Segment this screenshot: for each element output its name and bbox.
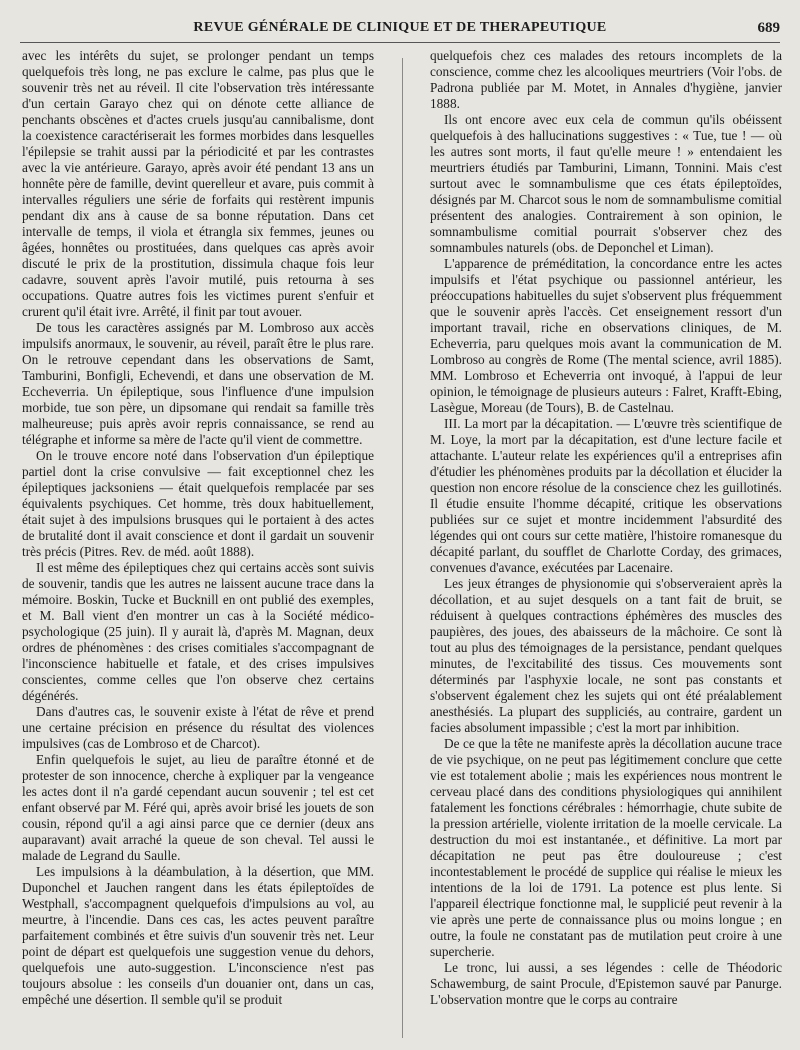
paragraph: Les jeux étranges de physionomie qui s'observeraient après la décollation, et au sujet desquels on a tant fait de bruit, se réduisent à quelques contractions éphémères des muscles des paupières, des joues, des abaisseurs de la mâchoire. Ce sont là tout au plus des témoignages de la persistance, pendant quelques minutes, de l'excitabilité des tissus. Ces mouvements sont déterminés par l'asphyxie locale, ne sont pas constants et s'observent également chez les sujets qui ont été préalablement anesthésiés. La plupart des suppliciés, au contraire, gardent un facies absolument impassible ; c'est la mort par inhibition. bbox=[430, 576, 782, 735]
running-title: REVUE GÉNÉRALE DE CLINIQUE ET DE THERAPEUTIQUE bbox=[193, 20, 607, 35]
paragraph: Il est même des épileptiques chez qui certains accès sont suivis de souvenir, tandis que les autres ne laissent aucune trace dans la mémoire. Boskin, Tucke et Bucknill en ont publié des exemples, et M. Ball vient d'en montrer un cas à la Société médico-psychologique (25 juin). Il y aurait là, d'après M. Magnan, deux ordres de phénomènes : des crises comitiales s'accompagnant de l'inconscience habituelle et fatale, et des crises impulsives conscientes, comme celles que l'on observe chez certains dégénérés. bbox=[22, 560, 374, 703]
paragraph: Le tronc, lui aussi, a ses légendes : celle de Théodoric Schawemburg, de saint Procule, d'Epistemon sauvé par Panurge. L'observation montre que le corps au contraire bbox=[430, 960, 782, 1007]
column-divider bbox=[402, 58, 403, 1038]
text-columns bbox=[22, 48, 782, 1038]
paragraph: III. La mort par la décapitation. — L'œuvre très scientifique de M. Loye, la mort par la décapitation, est d'une lecture facile et attachante. L'auteur relate les expériences qu'il a entreprises afin d'étudier les phénomènes produits par la décollation et élucider la question non encore résolue de la conscience chez les guillotinés. Il étudie ensuite l'homme décapité, critique les observations publiées sur ce sujet et montre incidemment l'absurdité des légendes qui ont cours sur cette matière, l'histoire romanesque du décapité parlant, du soufflet de Charlotte Corday, des grimaces, convenues d'avance, exécutées par Lacenaire. bbox=[430, 416, 782, 575]
paragraph: quelquefois chez ces malades des retours incomplets de la conscience, comme chez les alcooliques meurtriers (Voir l'obs. de Padrona publiée par M. Motet, in Annales d'hygiène, janvier 1888. bbox=[430, 48, 782, 111]
running-head bbox=[20, 20, 780, 43]
page-number: 689 bbox=[757, 20, 780, 36]
paragraph: Dans d'autres cas, le souvenir existe à l'état de rêve et prend une certaine précision en présence du résultat des violences impulsives (cas de Lombroso et de Charcot). bbox=[22, 704, 374, 751]
paragraph: On le trouve encore noté dans l'observation d'un épileptique partiel dont la crise convulsive — fait exceptionnel chez les épileptiques jacksoniens — était quelquefois remplacée par ses équivalents psychiques. Cet homme, très doux habituellement, était sujet à des impulsions brusques qui le portaient à des actes de brutalité dont il avait conscience et dont il gardait un souvenir très précis (Pitres. Rev. de méd. août 1888). bbox=[22, 448, 374, 559]
paragraph: avec les intérêts du sujet, se prolonger pendant un temps quelquefois très long, ne pas exclure le calme, pas plus que le souvenir très net au réveil. Il cite l'observation très intéressante d'un certain Garayo chez qui on dénote cette alliance de penchants obscènes et d'actes cruels jusqu'au cannibalisme, dont la coexistence caractériserait les formes morbides dans lesquelles l'épilepsie se trahit aussi par la périodicité et par les contrastes avec la vie antérieure. Garayo, après avoir été pendant 13 ans un honnête père de famille, devint querelleur et avare, puis commit à intervalles réguliers une série de forfaits qui restèrent impunis pendant dix ans à cause de sa bonne réputation. Dans cet intervalle de temps, il viola et étrangla six femmes, jeunes ou âgées, honnêtes ou prostituées, dans quelques cas après avoir discuté le prix de la prostitution, dissimula chaque fois leur cadavre, souvent après l'avoir mutilé, puis retourna à ses occupations. Quatre autres fois les victimes purent s'enfuir et crurent qu'il était ivre. Arrêté, il finit par tout avouer. bbox=[22, 48, 374, 319]
left-column bbox=[22, 48, 374, 1038]
paragraph: De ce que la tête ne manifeste après la décollation aucune trace de vie psychique, on ne peut pas légitimement conclure que cette vie est totalement abolie ; mais les expériences nous montrent le cerveau placé dans des conditions physiologiques qui annihilent fatalement les fonctions cérébrales : hémorrhagie, chute subite de la pression artérielle, violente irritation de la moelle cervicale. La destruction du moi est instantanée., et définitive. La mort par décapitation ne peut pas être douloureuse ; c'est incontestablement le procédé de supplice qui réalise le mieux les intentions de la loi de 1791. La potence est plus lente. Si l'appareil électrique fonctionne mal, le supplicié peut revenir à la vie après une perte de connaissance plus ou moins longue ; en outre, la foule ne constatant pas de mutilation peut croire à une supercherie. bbox=[430, 736, 782, 959]
paragraph: De tous les caractères assignés par M. Lombroso aux accès impulsifs anormaux, le souvenir, au réveil, paraît être le plus rare. On le retrouve cependant dans les observations de Samt, Tamburini, Bonfigli, Echevendi, et dans une observation de M. Eccheverria. Un épileptique, sous l'influence d'une impulsion morbide, tue son père, un dipsomane qui rendait sa famille très malheureuse; puis après avoir repris connaissance, se rend au télégraphe et informe sa mère de l'acte qu'il vient de commettre. bbox=[22, 320, 374, 447]
paragraph: Enfin quelquefois le sujet, au lieu de paraître étonné et de protester de son innocence, cherche à expliquer par la vengeance les actes dont il n'a gardé cependant aucun souvenir ; tel est cet enfant observé par M. Féré qui, après avoir brisé les jouets de son cousin, répond qu'il a agi ainsi parce que ce dernier (deux ans auparavant) avait arraché la queue de son cheval. Tel aussi le malade de Legrand du Saulle. bbox=[22, 752, 374, 863]
paragraph: L'apparence de préméditation, la concordance entre les actes impulsifs et l'état psychique ou passionnel antérieur, les préoccupations habituelles du sujet s'observent plus fréquemment que le souvenir après l'accès. Cet enseignement ressort d'un important travail, riche en observations cliniques, de M. Echeverria, paru quelques mois avant la communication de M. Lombroso au congrès de Rome (The mental science, avril 1885). MM. Lombroso et Echeverria ont invoqué, à l'appui de leur opinion, le témoignage de plusieurs auteurs : Falret, Krafft-Ebing, Lasègue, Moreau (de Tours), B. de Castelnau. bbox=[430, 256, 782, 415]
paragraph: Les impulsions à la déambulation, à la désertion, que MM. Duponchel et Jauchen rangent dans les états épileptoïdes de Westphall, s'accompagnent quelquefois d'impulsions au vol, au meurtre, à l'incendie. Dans ces cas, les actes peuvent paraître parfaitement combinés et être suivis d'un souvenir très net. Leur point de départ est quelquefois une suggestion venue du dehors, quelquefois une auto-suggestion. L'inconscience n'est pas toujours absolue : les conseils d'un douanier ont, dans un cas, empêché une désertion. Il semble qu'il se produit bbox=[22, 864, 374, 1007]
paragraph: Ils ont encore avec eux cela de commun qu'ils obéissent quelquefois à des hallucinations suggestives : « Tue, tue ! — où les autres sont morts, il faut qu'elle meure ! » entendaient les meurtriers étudiés par Tamburini, Limann, Tonnini. Mais c'est surtout avec le somnambulisme que ces états épileptoïdes, désignés par M. Charcot sous le nom de somnambulisme comitial présentent des analogies. Contrairement à son opinion, le somnambulisme comitial pourrait s'observer chez des somnambules naturels (obs. de Deponchel et Liman). bbox=[430, 112, 782, 255]
right-column bbox=[430, 48, 782, 1038]
